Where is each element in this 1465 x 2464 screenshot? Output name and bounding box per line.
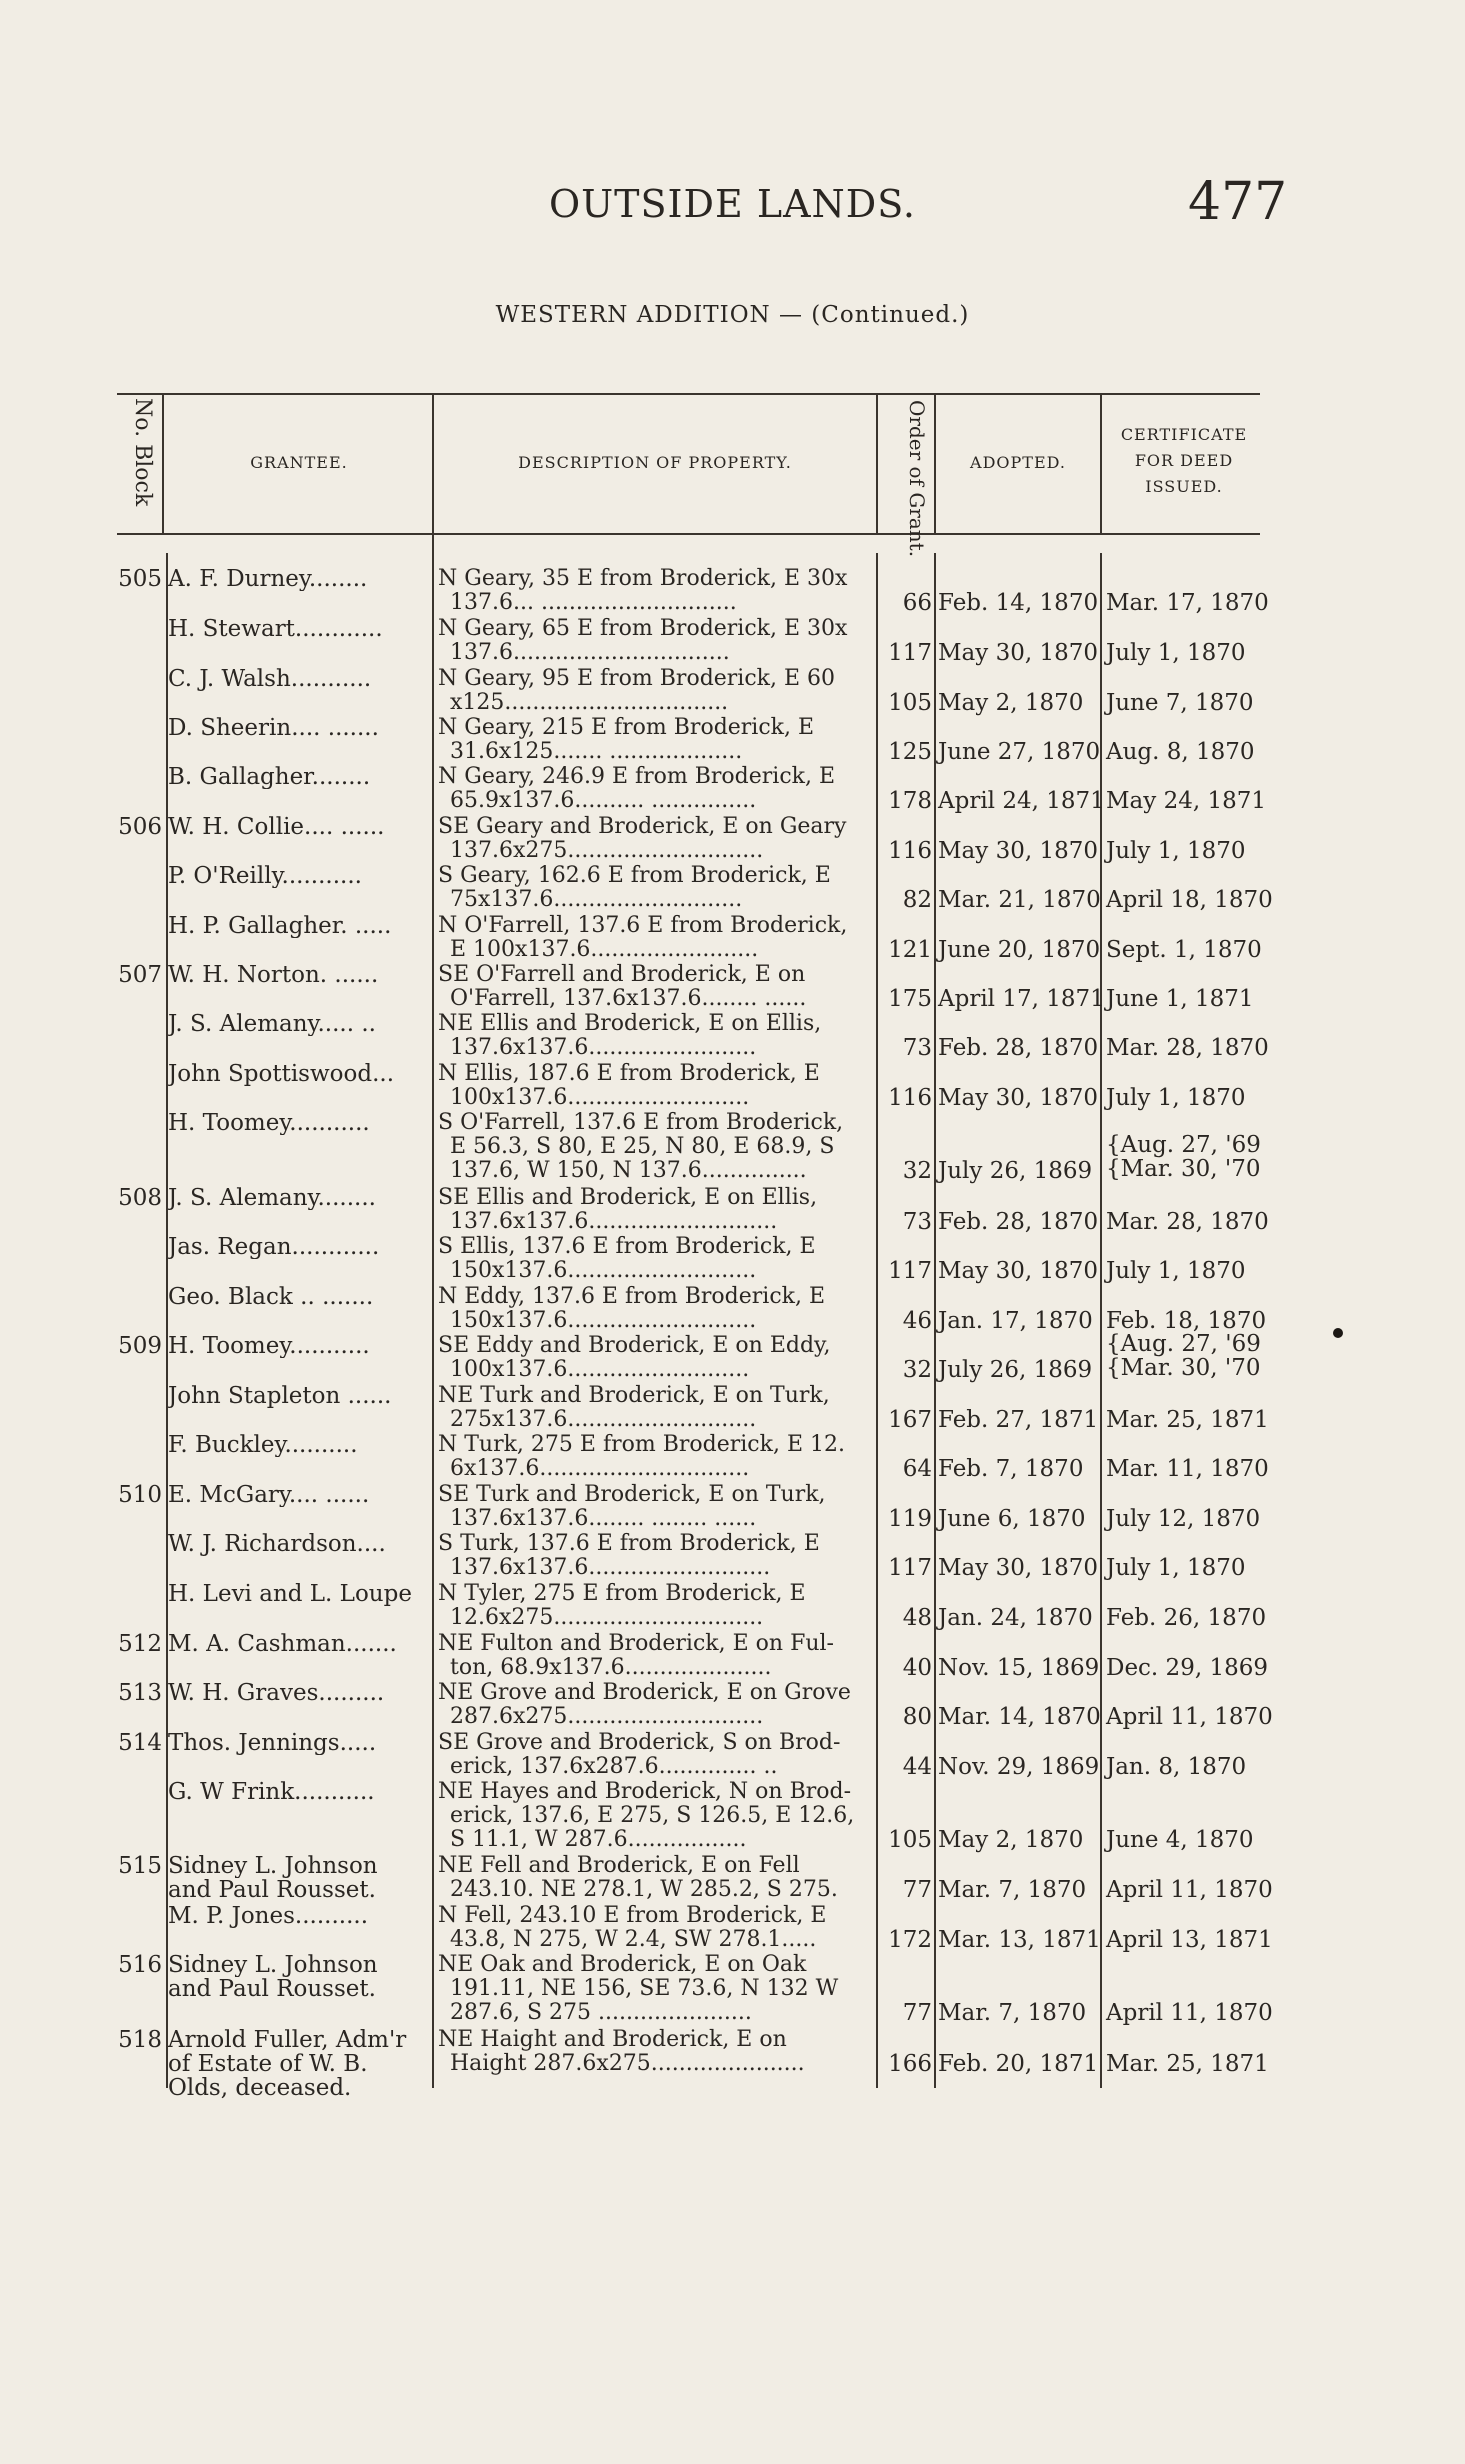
row-grantee: W. H. Collie.... ......	[168, 815, 385, 839]
row-grantee: A. F. Durney........	[168, 567, 368, 591]
row-description-line: NE Hayes and Broderick, N on Brod-	[438, 1779, 852, 1804]
row-order-of-grant: 172	[888, 1927, 932, 1953]
row-description-line: SE Geary and Broderick, E on Geary	[438, 814, 847, 839]
row-grantee: Sidney L. Johnson	[168, 1854, 378, 1878]
row-certificate-date: Mar. 28, 1870	[1106, 1035, 1269, 1061]
row-order-of-grant: 117	[888, 1555, 932, 1581]
row-certificate-date: April 18, 1870	[1106, 887, 1273, 913]
row-description-line: N Geary, 215 E from Broderick, E	[438, 715, 815, 740]
row-order-of-grant: 116	[888, 838, 932, 864]
row-block-number: 508	[118, 1185, 162, 1211]
row-order-of-grant: 46	[902, 1308, 932, 1334]
row-certificate-date: July 1, 1870	[1106, 838, 1246, 864]
row-grantee: John Spottiswood...	[168, 1062, 395, 1086]
row-order-of-grant: 105	[888, 1827, 932, 1853]
row-adopted-date: Feb. 28, 1870	[938, 1209, 1099, 1235]
row-order-of-grant: 82	[902, 887, 932, 913]
section-subtitle: WESTERN ADDITION — (Continued.)	[495, 302, 970, 328]
row-block-number: 505	[118, 566, 162, 592]
row-adopted-date: Jan. 24, 1870	[938, 1605, 1093, 1631]
row-order-of-grant: 77	[902, 1877, 932, 1903]
row-grantee: G. W Frink...........	[168, 1780, 375, 1804]
row-grantee: Thos. Jennings.....	[168, 1731, 377, 1755]
row-grantee: John Stapleton ......	[168, 1384, 392, 1408]
row-block-number: 515	[118, 1853, 162, 1879]
row-adopted-date: May 30, 1870	[938, 838, 1098, 864]
row-order-of-grant: 44	[902, 1754, 932, 1780]
col-head-certificate-line2: FOR DEED	[1134, 451, 1234, 470]
row-certificate-date: Mar. 25, 1871	[1106, 1407, 1269, 1433]
row-grantee: J. S. Alemany........	[168, 1186, 376, 1210]
row-certificate-date: June 4, 1870	[1106, 1827, 1254, 1853]
row-description-line: 137.6x137.6...........................	[450, 1209, 778, 1234]
row-certificate-date: May 24, 1871	[1106, 788, 1266, 814]
row-adopted-date: Mar. 21, 1870	[938, 887, 1101, 913]
row-grantee: E. McGary.... ......	[168, 1483, 370, 1507]
row-order-of-grant: 77	[902, 2000, 932, 2026]
row-description-line: 287.6, S 275 ......................	[450, 2000, 752, 2025]
running-header: OUTSIDE LANDS.	[548, 182, 916, 226]
row-grantee: B. Gallagher........	[168, 765, 371, 789]
row-description-line: S Turk, 137.6 E from Broderick, E	[438, 1531, 820, 1556]
row-adopted-date: Feb. 7, 1870	[938, 1456, 1084, 1482]
row-certificate-date: Mar. 28, 1870	[1106, 1209, 1269, 1235]
row-description-line: 275x137.6...........................	[450, 1407, 757, 1432]
rule-block-grantee-head	[162, 393, 164, 533]
row-description-line: 191.11, NE 156, SE 73.6, N 132 W	[450, 1976, 839, 2001]
row-grantee: W. H. Graves.........	[168, 1681, 385, 1705]
row-grantee: W. H. Norton. ......	[168, 963, 379, 987]
row-description-line: ton, 68.9x137.6.....................	[450, 1655, 772, 1680]
row-certificate-date: July 1, 1870	[1106, 640, 1246, 666]
row-order-of-grant: 167	[888, 1407, 932, 1433]
row-block-number: 516	[118, 1952, 162, 1978]
rule-desc-order-head	[876, 393, 878, 533]
row-certificate-date: April 11, 1870	[1106, 1877, 1273, 1903]
row-certificate-date: Mar. 17, 1870	[1106, 590, 1269, 616]
table-header-bottom-rule	[117, 533, 1260, 535]
row-order-of-grant: 73	[902, 1209, 932, 1235]
row-grantee: Sidney L. Johnson	[168, 1953, 378, 1977]
row-grantee: C. J. Walsh...........	[168, 667, 372, 691]
row-certificate-date: Dec. 29, 1869	[1106, 1655, 1268, 1681]
row-description-line: 137.6...............................	[450, 640, 730, 665]
row-description-line: NE Ellis and Broderick, E on Ellis,	[438, 1011, 822, 1036]
rule-adopted-cert	[1100, 553, 1102, 2088]
row-description-line: SE Eddy and Broderick, E on Eddy,	[438, 1333, 831, 1358]
row-description-line: E 100x137.6........................	[450, 937, 759, 962]
row-description-line: SE Grove and Broderick, S on Brod-	[438, 1730, 841, 1755]
row-adopted-date: April 24, 1871	[938, 788, 1105, 814]
row-certificate-date: April 13, 1871	[1106, 1927, 1273, 1953]
row-grantee: Arnold Fuller, Adm'r	[168, 2028, 407, 2052]
row-block-number: 518	[118, 2027, 162, 2053]
row-certificate-date: {Aug. 27, '69	[1106, 1132, 1261, 1158]
row-description-line: 150x137.6...........................	[450, 1308, 757, 1333]
row-block-number: 513	[118, 1680, 162, 1706]
row-description-line: 6x137.6..............................	[450, 1456, 750, 1481]
row-description-line: 31.6x125....... ...................	[450, 739, 743, 764]
row-certificate-date: April 11, 1870	[1106, 2000, 1273, 2026]
rule-grantee-desc	[432, 393, 434, 2088]
row-description-line: erick, 137.6, E 275, S 126.5, E 12.6,	[450, 1803, 855, 1828]
row-description-line: NE Fulton and Broderick, E on Ful-	[438, 1631, 834, 1656]
row-order-of-grant: 116	[888, 1085, 932, 1111]
row-certificate-date: July 1, 1870	[1106, 1555, 1246, 1581]
row-block-number: 507	[118, 962, 162, 988]
row-adopted-date: May 30, 1870	[938, 1258, 1098, 1284]
row-description-line: 243.10. NE 278.1, W 285.2, S 275.	[450, 1877, 838, 1902]
row-certificate-date: June 7, 1870	[1106, 690, 1254, 716]
row-grantee-cont: and Paul Rousset.	[168, 1878, 376, 1902]
row-adopted-date: Nov. 29, 1869	[938, 1754, 1100, 1780]
row-order-of-grant: 64	[902, 1456, 932, 1482]
row-description-line: 137.6, W 150, N 137.6...............	[450, 1158, 807, 1183]
row-adopted-date: Feb. 28, 1870	[938, 1035, 1099, 1061]
row-order-of-grant: 117	[888, 1258, 932, 1284]
row-description-line: 137.6x275............................	[450, 838, 764, 863]
row-adopted-date: May 2, 1870	[938, 690, 1084, 716]
row-grantee: H. Levi and L. Loupe	[168, 1582, 412, 1606]
row-description-line: N Geary, 95 E from Broderick, E 60	[438, 666, 836, 691]
col-head-certificate-line3: ISSUED.	[1145, 477, 1223, 496]
row-adopted-date: July 26, 1869	[938, 1158, 1093, 1184]
row-description-line: O'Farrell, 137.6x137.6........ ......	[450, 986, 807, 1011]
row-description-line: N Eddy, 137.6 E from Broderick, E	[438, 1284, 826, 1309]
row-adopted-date: July 26, 1869	[938, 1357, 1093, 1383]
row-grantee: M. A. Cashman.......	[168, 1632, 397, 1656]
row-grantee: F. Buckley..........	[168, 1433, 358, 1457]
row-description-line: NE Grove and Broderick, E on Grove	[438, 1680, 851, 1705]
row-description-line: 287.6x275............................	[450, 1704, 764, 1729]
row-description-line: 100x137.6..........................	[450, 1357, 750, 1382]
row-description-line: Haight 287.6x275......................	[450, 2051, 805, 2076]
row-certificate-date: Mar. 25, 1871	[1106, 2051, 1269, 2077]
row-order-of-grant: 73	[902, 1035, 932, 1061]
page-number: 477	[1188, 172, 1288, 232]
col-head-order: Order of Grant.	[905, 400, 929, 558]
row-grantee: Geo. Black .. .......	[168, 1285, 374, 1309]
row-description-line: E 56.3, S 80, E 25, N 80, E 68.9, S	[450, 1134, 835, 1159]
row-grantee: Jas. Regan............	[168, 1235, 380, 1259]
row-description-line: N Fell, 243.10 E from Broderick, E	[438, 1903, 827, 1928]
row-certificate-date: {Mar. 30, '70	[1106, 1355, 1261, 1381]
row-adopted-date: Mar. 14, 1870	[938, 1704, 1101, 1730]
row-description-line: 65.9x137.6.......... ...............	[450, 788, 757, 813]
row-adopted-date: Mar. 13, 1871	[938, 1927, 1101, 1953]
row-adopted-date: Feb. 20, 1871	[938, 2051, 1099, 2077]
row-block-number: 506	[118, 814, 162, 840]
row-certificate-date: Sept. 1, 1870	[1106, 937, 1262, 963]
row-grantee: W. J. Richardson....	[168, 1532, 386, 1556]
row-certificate-date: {Mar. 30, '70	[1106, 1156, 1261, 1182]
row-description-line: N Geary, 246.9 E from Broderick, E	[438, 764, 836, 789]
row-certificate-date: April 11, 1870	[1106, 1704, 1273, 1730]
row-grantee: H. Toomey...........	[168, 1111, 370, 1135]
row-description-line: N O'Farrell, 137.6 E from Broderick,	[438, 913, 848, 938]
row-block-number: 512	[118, 1631, 162, 1657]
row-description-line: S 11.1, W 287.6.................	[450, 1827, 747, 1852]
margin-ink-speck	[1333, 1328, 1343, 1338]
row-order-of-grant: 125	[888, 739, 932, 765]
row-grantee: M. P. Jones..........	[168, 1904, 369, 1928]
row-certificate-date: {Aug. 27, '69	[1106, 1331, 1261, 1357]
row-description-line: N Geary, 35 E from Broderick, E 30x	[438, 566, 848, 591]
col-head-grantee: GRANTEE.	[250, 453, 348, 472]
row-grantee: H. Stewart............	[168, 617, 383, 641]
row-order-of-grant: 178	[888, 788, 932, 814]
row-description-line: N Turk, 275 E from Broderick, E 12.	[438, 1432, 845, 1457]
row-description-line: S O'Farrell, 137.6 E from Broderick,	[438, 1110, 844, 1135]
row-description-line: 150x137.6...........................	[450, 1258, 757, 1283]
row-grantee: P. O'Reilly...........	[168, 864, 362, 888]
row-adopted-date: Mar. 7, 1870	[938, 1877, 1087, 1903]
row-certificate-date: July 1, 1870	[1106, 1258, 1246, 1284]
row-description-line: N Ellis, 187.6 E from Broderick, E	[438, 1061, 820, 1086]
col-head-adopted: ADOPTED.	[970, 453, 1066, 472]
row-description-line: 100x137.6..........................	[450, 1085, 750, 1110]
row-description-line: SE O'Farrell and Broderick, E on	[438, 962, 806, 987]
row-description-line: 137.6x137.6........................	[450, 1035, 757, 1060]
row-certificate-date: Mar. 11, 1870	[1106, 1456, 1269, 1482]
col-head-block: No. Block	[130, 398, 155, 507]
row-order-of-grant: 40	[902, 1655, 932, 1681]
row-description-line: 43.8, N 275, W 2.4, SW 278.1.....	[450, 1927, 817, 1952]
col-head-description: DESCRIPTION OF PROPERTY.	[518, 453, 792, 472]
row-certificate-date: Aug. 8, 1870	[1106, 739, 1255, 765]
row-description-line: N Geary, 65 E from Broderick, E 30x	[438, 616, 848, 641]
row-description-line: x125................................	[450, 690, 729, 715]
row-description-line: 75x137.6...........................	[450, 887, 743, 912]
row-description-line: NE Haight and Broderick, E on	[438, 2027, 787, 2052]
row-adopted-date: Feb. 27, 1871	[938, 1407, 1099, 1433]
row-description-line: SE Turk and Broderick, E on Turk,	[438, 1482, 826, 1507]
row-adopted-date: Mar. 7, 1870	[938, 2000, 1087, 2026]
row-adopted-date: May 30, 1870	[938, 640, 1098, 666]
row-adopted-date: May 30, 1870	[938, 1555, 1098, 1581]
row-block-number: 510	[118, 1482, 162, 1508]
row-description-line: N Tyler, 275 E from Broderick, E	[438, 1581, 806, 1606]
row-order-of-grant: 117	[888, 640, 932, 666]
row-grantee: D. Sheerin.... .......	[168, 716, 379, 740]
row-certificate-date: July 12, 1870	[1106, 1506, 1261, 1532]
row-adopted-date: Feb. 14, 1870	[938, 590, 1099, 616]
row-adopted-date: April 17, 1871	[938, 986, 1105, 1012]
row-adopted-date: May 30, 1870	[938, 1085, 1098, 1111]
row-certificate-date: Feb. 18, 1870	[1106, 1308, 1267, 1334]
row-grantee-cont: Olds, deceased.	[168, 2076, 352, 2100]
row-adopted-date: May 2, 1870	[938, 1827, 1084, 1853]
row-order-of-grant: 48	[902, 1605, 932, 1631]
row-order-of-grant: 175	[888, 986, 932, 1012]
col-head-certificate-line1: CERTIFICATE	[1120, 425, 1248, 444]
row-description-line: NE Fell and Broderick, E on Fell	[438, 1853, 800, 1878]
rule-order-adopted	[934, 553, 936, 2088]
row-order-of-grant: 105	[888, 690, 932, 716]
table-top-rule	[117, 393, 1260, 395]
row-order-of-grant: 121	[888, 937, 932, 963]
row-block-number: 514	[118, 1730, 162, 1756]
row-grantee-cont: of Estate of W. B.	[168, 2052, 368, 2076]
row-adopted-date: Jan. 17, 1870	[938, 1308, 1093, 1334]
row-grantee: J. S. Alemany..... ..	[168, 1012, 376, 1036]
row-description-line: erick, 137.6x287.6.............. ..	[450, 1754, 778, 1779]
row-grantee: H. Toomey...........	[168, 1334, 370, 1358]
row-certificate-date: June 1, 1871	[1106, 986, 1254, 1012]
row-description-line: 137.6... ............................	[450, 590, 737, 615]
row-description-line: S Geary, 162.6 E from Broderick, E	[438, 863, 831, 888]
row-description-line: 12.6x275..............................	[450, 1605, 764, 1630]
row-adopted-date: June 27, 1870	[938, 739, 1101, 765]
row-description-line: 137.6x137.6..........................	[450, 1555, 771, 1580]
row-order-of-grant: 32	[902, 1357, 932, 1383]
row-order-of-grant: 80	[902, 1704, 932, 1730]
row-description-line: S Ellis, 137.6 E from Broderick, E	[438, 1234, 816, 1259]
row-grantee: H. P. Gallagher. .....	[168, 914, 392, 938]
row-description-line: NE Oak and Broderick, E on Oak	[438, 1952, 807, 1977]
row-order-of-grant: 166	[888, 2051, 932, 2077]
row-description-line: NE Turk and Broderick, E on Turk,	[438, 1383, 830, 1408]
row-grantee-cont: and Paul Rousset.	[168, 1977, 376, 2001]
row-adopted-date: June 6, 1870	[938, 1506, 1086, 1532]
row-description-line: 137.6x137.6........ ........ ......	[450, 1506, 757, 1531]
row-block-number: 509	[118, 1333, 162, 1359]
row-order-of-grant: 32	[902, 1158, 932, 1184]
row-certificate-date: Feb. 26, 1870	[1106, 1605, 1267, 1631]
row-order-of-grant: 66	[902, 590, 932, 616]
row-certificate-date: July 1, 1870	[1106, 1085, 1246, 1111]
row-adopted-date: Nov. 15, 1869	[938, 1655, 1100, 1681]
row-order-of-grant: 119	[888, 1506, 932, 1532]
row-certificate-date: Jan. 8, 1870	[1106, 1754, 1247, 1780]
col-head-certificate	[1102, 422, 1266, 500]
row-description-line: SE Ellis and Broderick, E on Ellis,	[438, 1185, 818, 1210]
row-adopted-date: June 20, 1870	[938, 937, 1101, 963]
